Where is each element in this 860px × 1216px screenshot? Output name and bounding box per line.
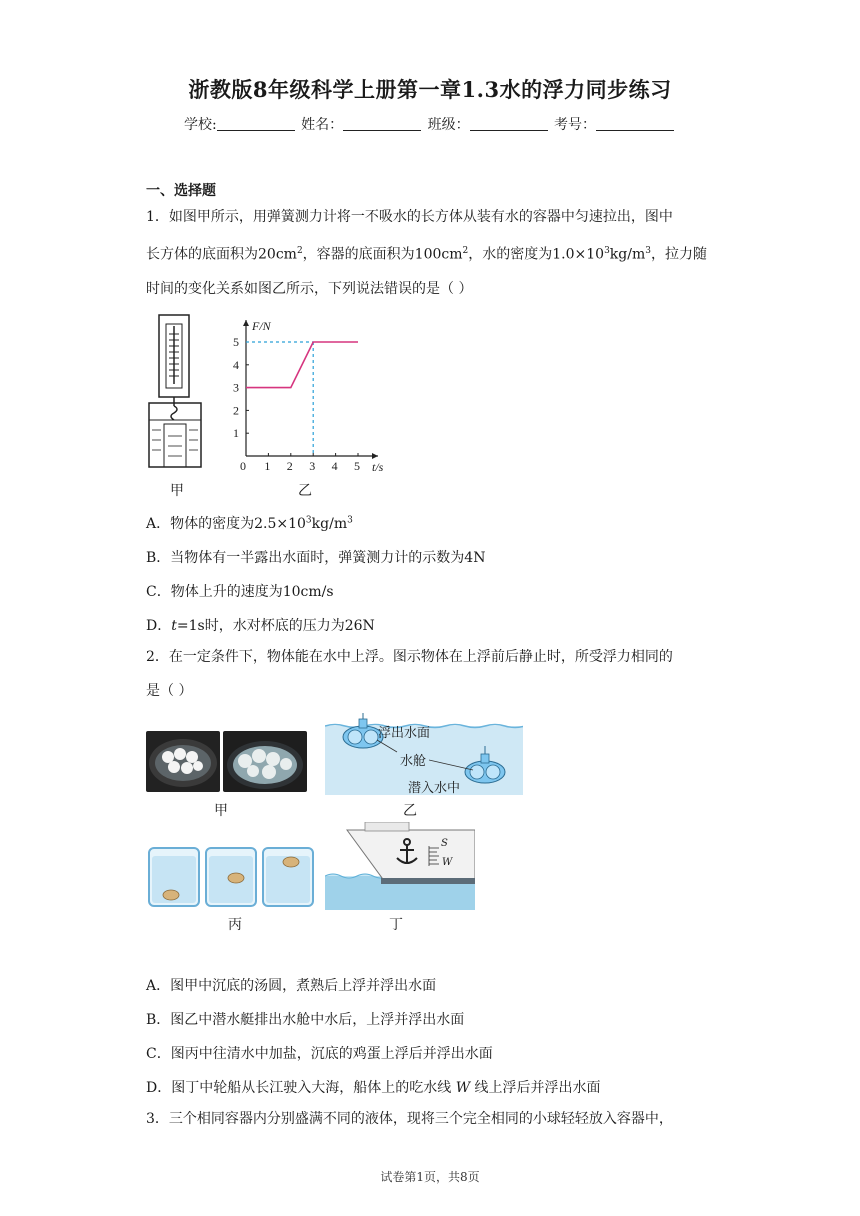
exam-no-blank xyxy=(596,116,674,131)
y-tick-label: 1 xyxy=(233,426,239,441)
class-blank xyxy=(470,116,548,131)
page-title: 浙教版8年级科学上册第一章1.3水的浮力同步练习 xyxy=(188,77,672,102)
y-tick-label: 5 xyxy=(233,335,239,349)
y-axis-arrow xyxy=(243,320,249,326)
label-dive: 潜入水中 xyxy=(408,781,461,796)
school-blank xyxy=(217,116,295,131)
ship-diagram xyxy=(325,822,475,910)
dumplings-sunk-photo xyxy=(146,731,220,792)
q2-caption-yi: 乙 xyxy=(403,803,417,819)
label-S: S xyxy=(441,838,448,849)
page-footer: 试卷第1页，共8页 xyxy=(380,1170,480,1184)
x-tick-label: 3 xyxy=(309,459,316,473)
student-info-line xyxy=(0,114,860,134)
beaker-1 xyxy=(149,848,199,906)
label-W: W xyxy=(442,857,453,868)
y-tick-label: 2 xyxy=(233,403,239,418)
y-tick-label: 3 xyxy=(233,380,239,395)
label-float-out: 浮出水面 xyxy=(378,726,431,741)
q3-line-1: 3．三个相同容器内分别盛满不同的液体，现将三个完全相同的小球轻轻放入容器中， xyxy=(146,1111,673,1127)
q2-caption-jia: 甲 xyxy=(214,803,228,819)
school-label: 学校: xyxy=(183,117,217,133)
spring-scale-figure xyxy=(144,312,204,470)
q1-option-c: C．物体上升的速度为10cm/s xyxy=(146,584,334,600)
x-tick-label: 5 xyxy=(354,459,360,473)
y-tick-label: 4 xyxy=(233,357,239,372)
q2-caption-ding: 丁 xyxy=(389,917,403,933)
q2-line-2: 是（ ） xyxy=(146,683,193,699)
q1-line-2: 长方体的底面积为$20cm^2$，容器的底面积为$100cm^2$，水的密度为$1.0\times 10^3kg/m^3$，拉力随 xyxy=(146,246,707,263)
q2-option-a: A．图甲中沉底的汤圆，煮熟后上浮并浮出水面 xyxy=(146,978,437,994)
q2-option-d: D．图丁中轮船从长江驶入大海，船体上的吃水线 W 线上浮后并浮出水面 xyxy=(146,1080,601,1096)
q1-caption-jia: 甲 xyxy=(170,483,184,499)
x-tick-label: 0 xyxy=(240,459,246,473)
name-label: 姓名： xyxy=(301,117,344,133)
q1-caption-yi: 乙 xyxy=(298,483,312,499)
q2-caption-bing: 丙 xyxy=(228,917,242,933)
label-cabin: 水舱 xyxy=(400,754,427,769)
question-1-text xyxy=(146,200,716,306)
q2-line-1: 2．在一定条件下，物体能在水中上浮。图示物体在上浮前后静止时，所受浮力相同的 xyxy=(146,649,673,665)
section-heading: 一、选择题 xyxy=(146,183,216,199)
force-time-chart xyxy=(220,310,400,476)
question-3-text xyxy=(146,1102,716,1136)
beaker-2 xyxy=(206,848,256,906)
q1-option-d: D．t=1s时，水对杯底的压力为26N xyxy=(146,618,375,634)
exam-no-label: 考号： xyxy=(554,117,597,133)
submarine-surfaced-icon xyxy=(343,713,383,748)
x-tick-label: 4 xyxy=(331,459,338,473)
q2-option-c: C．图丙中往清水中加盐，沉底的鸡蛋上浮后并浮出水面 xyxy=(146,1046,493,1062)
question-2-text xyxy=(146,640,716,708)
q1-option-a: A．物体的密度为$2.5\times 10^3kg/m^3$ xyxy=(146,515,353,532)
dumplings-floating-photo xyxy=(223,731,307,792)
x-tick-label: 1 xyxy=(264,459,271,473)
beakers-eggs-diagram xyxy=(146,844,318,908)
name-blank xyxy=(343,116,421,131)
x-axis-arrow xyxy=(372,453,378,459)
class-label: 班级： xyxy=(427,117,470,133)
x-axis-label: t/s xyxy=(372,460,384,474)
beaker-3 xyxy=(263,848,313,906)
q1-line-3: 时间的变化关系如图乙所示，下列说法错误的是（ ） xyxy=(146,280,473,297)
q1-line-1: 1．如图甲所示，用弹簧测力计将一不吸水的长方体从装有水的容器中匀速拉出，图中 xyxy=(146,209,673,225)
q1-option-b: B．当物体有一半露出水面时，弹簧测力计的示数为4N xyxy=(146,550,486,566)
series-line xyxy=(246,342,358,388)
y-axis-label: F/N xyxy=(252,319,271,333)
q2-option-b: B．图乙中潜水艇排出水舱中水后，上浮并浮出水面 xyxy=(146,1012,465,1028)
x-tick-label: 2 xyxy=(286,459,293,473)
